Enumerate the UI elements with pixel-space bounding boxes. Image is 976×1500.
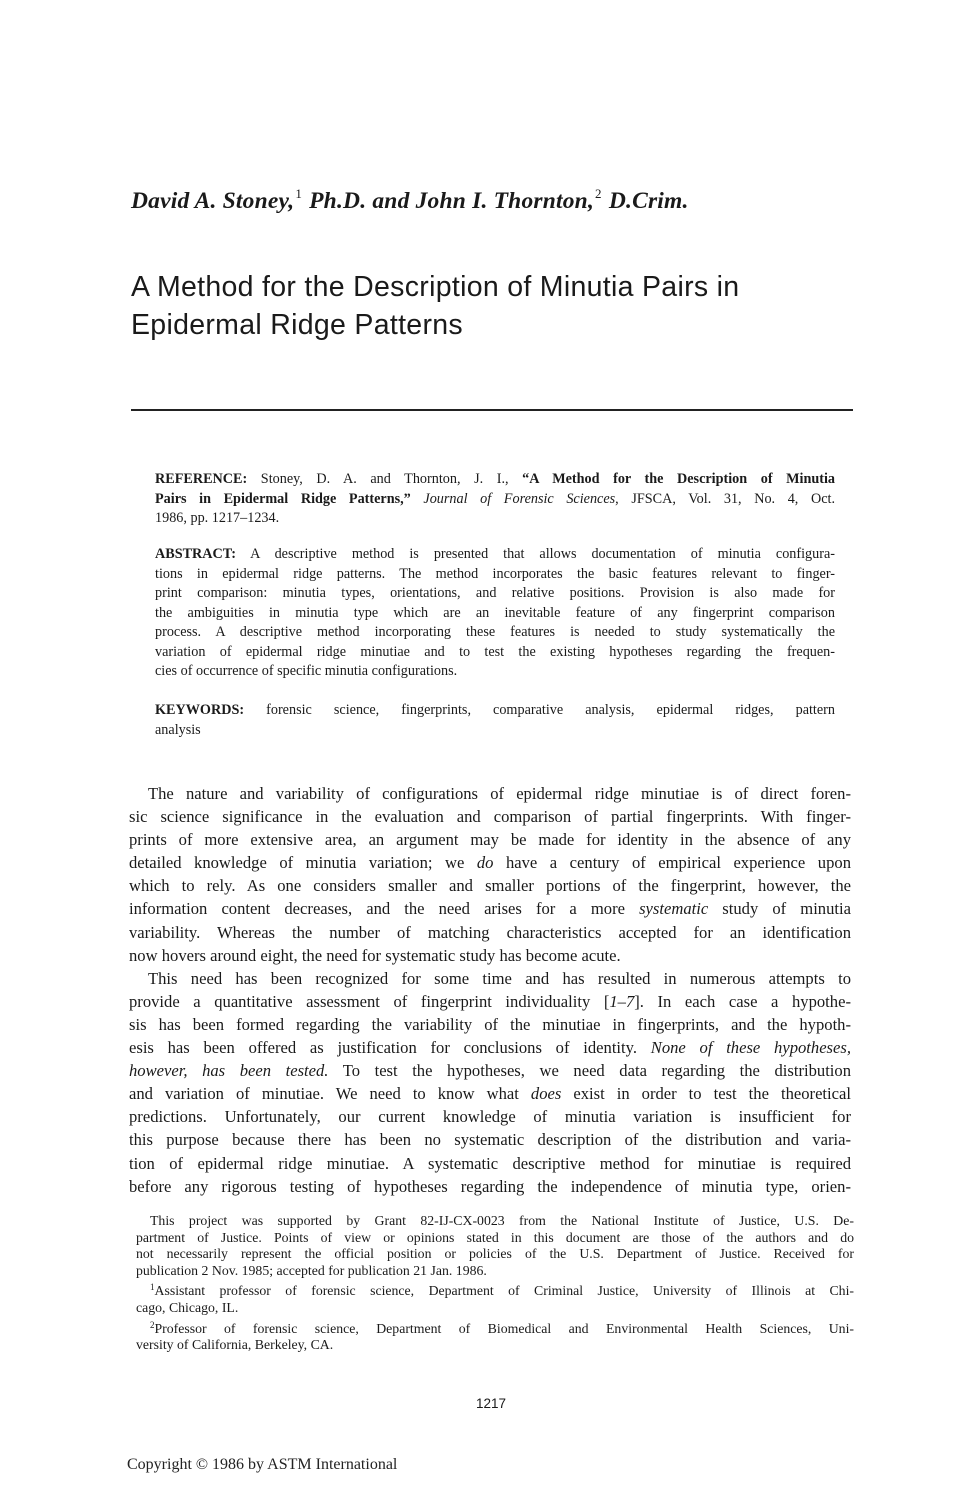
abstract-line-2: tions in epidermal ridge patterns. The method incorporates the basic features relevant to finger- — [155, 565, 835, 582]
author1-footnote-mark: 1 — [295, 186, 303, 201]
body-p2-line-6-a: and variation of minutiae. We need to know what — [129, 1084, 531, 1104]
body-p1-line-3: prints of more extensive area, an argument may be made for identity in the absence of any — [129, 830, 851, 850]
body-p1-line-2: sic science significance in the evaluation and comparison of partial fingerprints. With finger- — [129, 807, 851, 827]
body-p1-line-4-a: detailed knowledge of minutia variation; we — [129, 853, 477, 873]
reference-title-part-1: “A Method for the Description of Minutia — [522, 471, 835, 487]
reference-line-1 — [155, 470, 835, 490]
reference-line-2 — [155, 490, 835, 510]
paper-title — [131, 268, 851, 344]
footnote-2-mark: 2 — [150, 1319, 155, 1330]
abstract-line-5: process. A descriptive method incorporating these features is needed to study systematically the — [155, 624, 835, 640]
body-text — [129, 782, 851, 1198]
body-p1-line-1: The nature and variability of configurations of epidermal ridge minutiae is of direct foren- — [148, 784, 851, 803]
body-p1-line-4-b: have a century of empirical experience upon — [493, 853, 851, 873]
body-p2-line-6-b: exist in order to test the theoretical — [561, 1084, 851, 1104]
grant-note-line-4: publication 2 Nov. 1985; accepted for publication 21 Jan. 1986. — [136, 1262, 487, 1278]
abstract-line-3: print comparison: minutia types, orientations, and relative positions. Provision is also made for — [155, 585, 835, 601]
body-p2-citation: 1–7 — [609, 991, 635, 1011]
body-p2-line-1: This need has been recognized for some time and has resulted in numerous attempts to — [148, 968, 851, 988]
keywords-block — [155, 701, 835, 740]
body-p2-line-5-emphasis: however, has been tested. — [129, 1061, 329, 1081]
body-p2-line-2-a: provide a quantitative assessment of fingerprint individuality [ — [129, 991, 610, 1011]
body-p2-line-2-b: ]. In each case a hypothe- — [634, 991, 851, 1011]
footnote-1-text: Assistant professor of forensic science, Department of Criminal Justice, University of Illinois at Chi- — [154, 1283, 854, 1299]
body-p1-line-6-a: information content decreases, and the need arises for a more — [129, 899, 640, 919]
keywords-line-2: analysis — [155, 721, 201, 738]
reference-title-part-2: Pairs in Epidermal Ridge Patterns,” — [155, 490, 411, 507]
abstract-block — [155, 545, 835, 682]
page-number: 1217 — [476, 1396, 507, 1411]
author1-degree: Ph.D. — [309, 188, 367, 214]
author1-name: David A. Stoney, — [131, 188, 295, 214]
body-p1-line-4-emphasis: do — [476, 853, 494, 873]
body-p2-line-7: predictions. Unfortunately, our current knowledge of minutia variation is insufficient for — [129, 1107, 851, 1127]
abstract-line-6: variation of epidermal ridge minutiae and to test the existing hypotheses regarding the frequen- — [155, 643, 835, 660]
copyright-notice: Copyright © 1986 by ASTM International — [127, 1456, 398, 1473]
footnote-1-mark: 1 — [150, 1282, 155, 1293]
footnote-2-line-1 — [136, 1317, 854, 1338]
body-p2-line-5 — [129, 1059, 851, 1082]
footnote-2-text: Professor of forensic science, Department of Biomedical and Environmental Health Sciences, Uni- — [154, 1320, 854, 1336]
body-p1-line-6-emphasis: systematic — [639, 899, 709, 919]
body-p2-line-6-emphasis: does — [530, 1084, 562, 1104]
abstract-label: ABSTRACT: — [155, 546, 236, 562]
body-p1-line-8: now hovers around eight, the need for systematic study has become acute. — [129, 945, 621, 965]
keywords-label: KEYWORDS: — [155, 702, 245, 718]
reference-authors: Stoney, D. A. and Thornton, J. I., — [247, 471, 523, 487]
body-p2-line-5-b: To test the hypotheses, we need data regarding the distribution — [328, 1061, 852, 1081]
body-p2-line-10: before any rigorous testing of hypotheses regarding the independence of minutia type, orien- — [129, 1176, 851, 1196]
footnotes — [136, 1213, 854, 1354]
title-line-2: Epidermal Ridge Patterns — [131, 309, 463, 341]
reference-block — [155, 470, 835, 529]
grant-note-line-3: not necessarily represent the official position or policies of the U.S. Department of Justice. Received for — [136, 1246, 854, 1262]
authors-line — [131, 186, 891, 215]
abstract-line-4: the ambiguities in minutia type which are an inevitable feature of any fingerprint comparison — [155, 604, 835, 621]
reference-journal: Journal of Forensic Sciences — [423, 490, 616, 507]
authors-connector: and — [372, 188, 410, 214]
grant-note-line-1: This project was supported by Grant 82-IJ-CX-0023 from the National Institute of Justice, U.S. De- — [150, 1213, 854, 1228]
body-p2-line-9: tion of epidermal ridge minutiae. A systematic descriptive method for minutiae is required — [129, 1153, 851, 1173]
body-p2-line-8: this purpose because there has been no systematic description of the distribution and varia- — [129, 1130, 851, 1150]
body-p2-line-4 — [129, 1036, 851, 1059]
body-p2-line-4-emphasis: None of these hypotheses, — [650, 1038, 851, 1058]
body-p1-line-5: which to rely. As one considers smaller and smaller portions of the fingerprint, however, the — [129, 876, 851, 896]
footnote-2-line-2: versity of California, Berkeley, CA. — [136, 1337, 334, 1353]
grant-note-line-2: partment of Justice. Points of view or opinions stated in this document are those of the authors and do — [136, 1229, 854, 1245]
body-p2-line-6 — [129, 1082, 851, 1105]
keywords-text-1: forensic science, fingerprints, comparative analysis, epidermal ridges, pattern — [244, 702, 835, 718]
body-p1-line-4 — [129, 851, 851, 874]
body-p1-line-7: variability. Whereas the number of matching characteristics accepted for an identification — [129, 922, 851, 942]
body-p2-line-4-a: esis has been offered as justification for conclusions of identity. — [129, 1038, 651, 1058]
keywords-line-1 — [155, 701, 835, 721]
body-p2-line-3: sis has been formed regarding the variability of the minutiae in fingerprints, and the hypoth- — [129, 1014, 851, 1034]
reference-label: REFERENCE: — [155, 471, 248, 487]
abstract-line-1 — [155, 545, 835, 565]
title-divider — [131, 409, 853, 411]
reference-line-3: 1986, pp. 1217–1234. — [155, 510, 280, 526]
body-p1-line-6 — [129, 897, 851, 920]
reference-volume: , JFSCA, Vol. 31, No. 4, Oct. — [615, 490, 836, 507]
abstract-text-1: A descriptive method is presented that allows documentation of minutia configura- — [235, 546, 835, 562]
author2-footnote-mark: 2 — [595, 186, 602, 201]
abstract-line-7: cies of occurrence of specific minutia configurations. — [155, 663, 458, 679]
body-p1-line-6-b: study of minutia — [708, 899, 851, 919]
author2-name: John I. Thornton, — [415, 188, 595, 214]
author2-degree: D.Crim. — [608, 188, 689, 214]
title-line-1: A Method for the Description of Minutia Pairs in — [131, 271, 740, 303]
footnote-1-line-2: cago, Chicago, IL. — [136, 1299, 239, 1315]
body-p2-line-2 — [129, 990, 851, 1013]
footnote-1-line-1 — [136, 1279, 854, 1300]
